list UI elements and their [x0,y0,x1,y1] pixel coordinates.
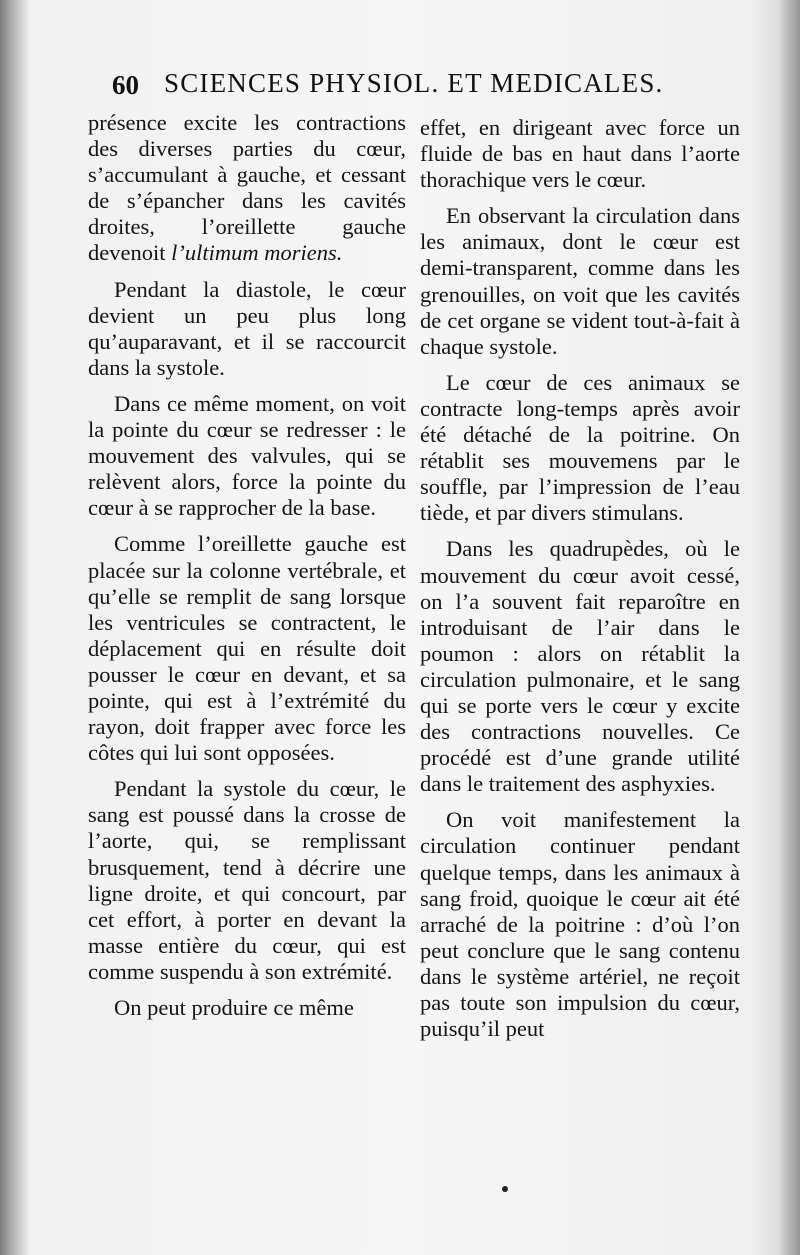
paragraph [88,110,406,267]
ink-spot [502,1186,508,1192]
paragraph: On voit manifestement la circulation continuer pendant quelque temps, dans les animaux à sang froid, quoique le cœur ait été arraché de la poitrine : d’où l’on peut conclure que le sang contenu dans le système artériel, ne reçoit pas toute son impulsion du cœur, puisqu’il peut [420,807,740,1042]
paragraph: En observant la circulation dans les animaux, dont le cœur est demi-transparent, comme dans les grenouilles, on voit que les cavités de cet organe se vident tout-à-fait à chaque systole. [420,203,740,359]
paragraph-text: présence excite les contractions des diverses parties du cœur, s’accumulant à gauche, et cessant de s’épancher dans les cavités droites, l’oreillette gauche devenoit [88,110,406,266]
paragraph: Dans ce même moment, on voit la pointe du cœur se redresser : le mouvement des valvules, qui se relèvent alors, force la pointe du cœur à se rapprocher de la base. [88,390,406,521]
italic-phrase: l’ultimum moriens. [171,240,343,266]
paragraph: Pendant la systole du cœur, le sang est poussé dans la crosse de l’aorte, qui, se remplissant brusquement, tend à décrire une ligne droite, et qui concourt, par cet effort, à porter en devant la masse entière du cœur, qui est comme suspendu à son extrémité. [88,776,406,984]
paragraph: Le cœur de ces animaux se contracte long-temps après avoir été détaché de la poitrine. On rétablit ses mouvemens par le souffle, par l’impression de l’eau tiède, et par divers stimulans. [420,369,740,526]
paragraph: Dans les quadrupèdes, où le mouvement du cœur avoit cessé, on l’a souvent fait reparoître en introduisant de l’air dans le poumon : alors on rétablit la circulation pulmonaire, et le sang qui se porte vers le cœur y excite des contractions nouvelles. Ce procédé est d’une grande utilité dans le traitement des asphyxies. [420,536,740,797]
right-column [420,115,740,1042]
paragraph: effet, en dirigeant avec force un fluide de bas en haut dans l’aorte thorachique vers le cœur. [420,115,740,193]
paragraph: Comme l’oreillette gauche est placée sur la colonne vertébrale, et qu’elle se remplit de sang lorsque les ventricules se contractent, le déplacement qui en résulte doit pousser le cœur en devant, et sa pointe, qui est à l’extrémité du rayon, doit frapper avec force les côtes qui lui sont opposées. [88,531,406,766]
left-column [88,110,406,1021]
paragraph: Pendant la diastole, le cœur devient un peu plus long qu’auparavant, et il se raccourcit dans la systole. [88,276,406,380]
page-header [112,66,692,106]
page-number: 60 [112,70,139,100]
running-title: SCIENCES PHYSIOL. ET MEDICALES. [164,68,664,98]
paragraph: On peut produire ce même [114,995,354,1020]
